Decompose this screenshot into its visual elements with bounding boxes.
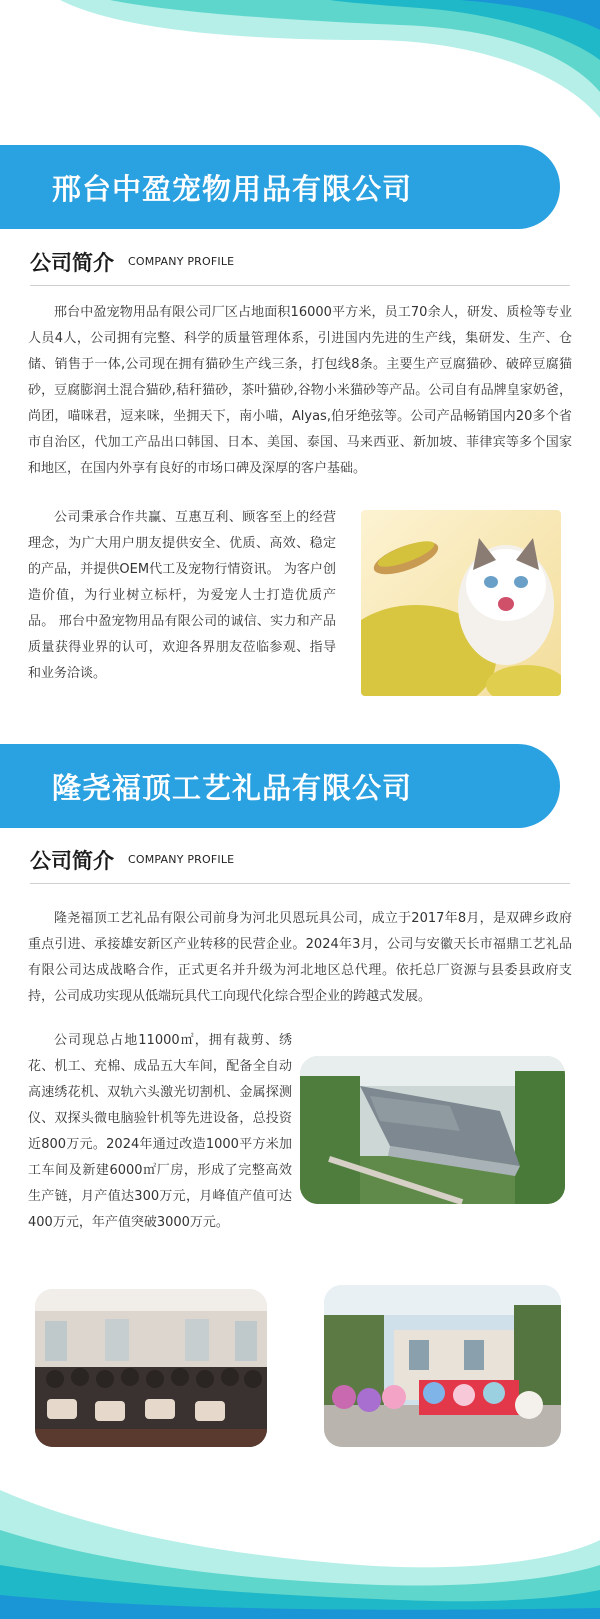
company-banner-2	[0, 744, 560, 828]
section-heading-1	[30, 245, 570, 286]
heading-title-2: 公司简介	[30, 849, 114, 873]
facilities-paragraph-2: 公司现总占地11000㎡，拥有裁剪、绣花、机工、充棉、成品五大车间，配备全自动高速绣花机、双轨六头激光切割机、金属探测仪、双探头微电脑验针机等先进设备，总投资近800万元。2024年通过改造1000平方米加工车间及新建6000㎡厂房，形成了完整高效生产链，月产值达300万元，月峰值产值可达400万元，年产值突破3000万元。	[28, 1033, 292, 1230]
factory-aerial-photo	[300, 1056, 565, 1204]
plush-toy-display-photo	[324, 1285, 561, 1447]
company-banner-1	[0, 145, 560, 229]
company-name-1: 邢台中盈宠物用品有限公司	[52, 171, 413, 206]
cat-litter-photo	[361, 510, 561, 696]
bottom-wave-decoration	[0, 1470, 600, 1619]
philosophy-paragraph-1: 公司秉承合作共赢、互惠互利、顾客至上的经营理念，为广大用户朋友提供安全、优质、高效、稳定的产品，并提供OEM代工及宠物行情资讯。 为客户创造价值，为行业树立标杆，为爱宠人士打造优质产品。 邢台中盈宠物用品有限公司的诚信、实力和产品质量获得业界的认可，欢迎各界朋友莅临参观、指导和业务洽谈。	[28, 510, 336, 681]
intro-paragraph-2: 隆尧福顶工艺礼品有限公司前身为河北贝恩玩具公司，成立于2017年8月，是双碑乡政府重点引进、承接雄安新区产业转移的民营企业。2024年3月，公司与安徽天长市福鼎工艺礼品有限公司达成战略合作，正式更名并升级为河北地区总代理。依托总厂资源与县委县政府支持，公司成功实现从低端玩具代工向现代化综合型企业的跨越式发展。	[28, 911, 572, 1004]
company-name-2: 隆尧福顶工艺礼品有限公司	[52, 770, 413, 805]
top-wave-decoration	[0, 0, 600, 140]
meeting-hall-photo	[35, 1289, 267, 1447]
heading-subtitle-1: COMPANY PROFILE	[128, 255, 235, 268]
intro-paragraph-1: 邢台中盈宠物用品有限公司厂区占地面积16000平方米，员工70余人，研发、质检等专业人员4人，公司拥有完整、科学的质量管理体系，引进国内先进的生产线，集研发、生产、仓储、销售于一体,公司现在拥有猫砂生产线三条，打包线8条。主要生产豆腐猫砂、破碎豆腐猫砂，豆腐膨润土混合猫砂,秸秆猫砂，茶叶猫砂,谷物小米猫砂等产品。公司自有品牌皇家奶爸，尚团，喵咪君，逗来咪，坐拥天下，南小喵，Alyas,伯牙绝弦等。公司产品畅销国内20多个省市自治区，代加工产品出口韩国、日本、美国、泰国、马来西亚、新加坡、菲律宾等多个国家和地区，在国内外享有良好的市场口碑及深厚的客户基础。	[28, 305, 572, 476]
heading-subtitle-2: COMPANY PROFILE	[128, 853, 235, 866]
section-heading-2	[30, 843, 570, 884]
heading-title-1: 公司简介	[30, 251, 114, 275]
